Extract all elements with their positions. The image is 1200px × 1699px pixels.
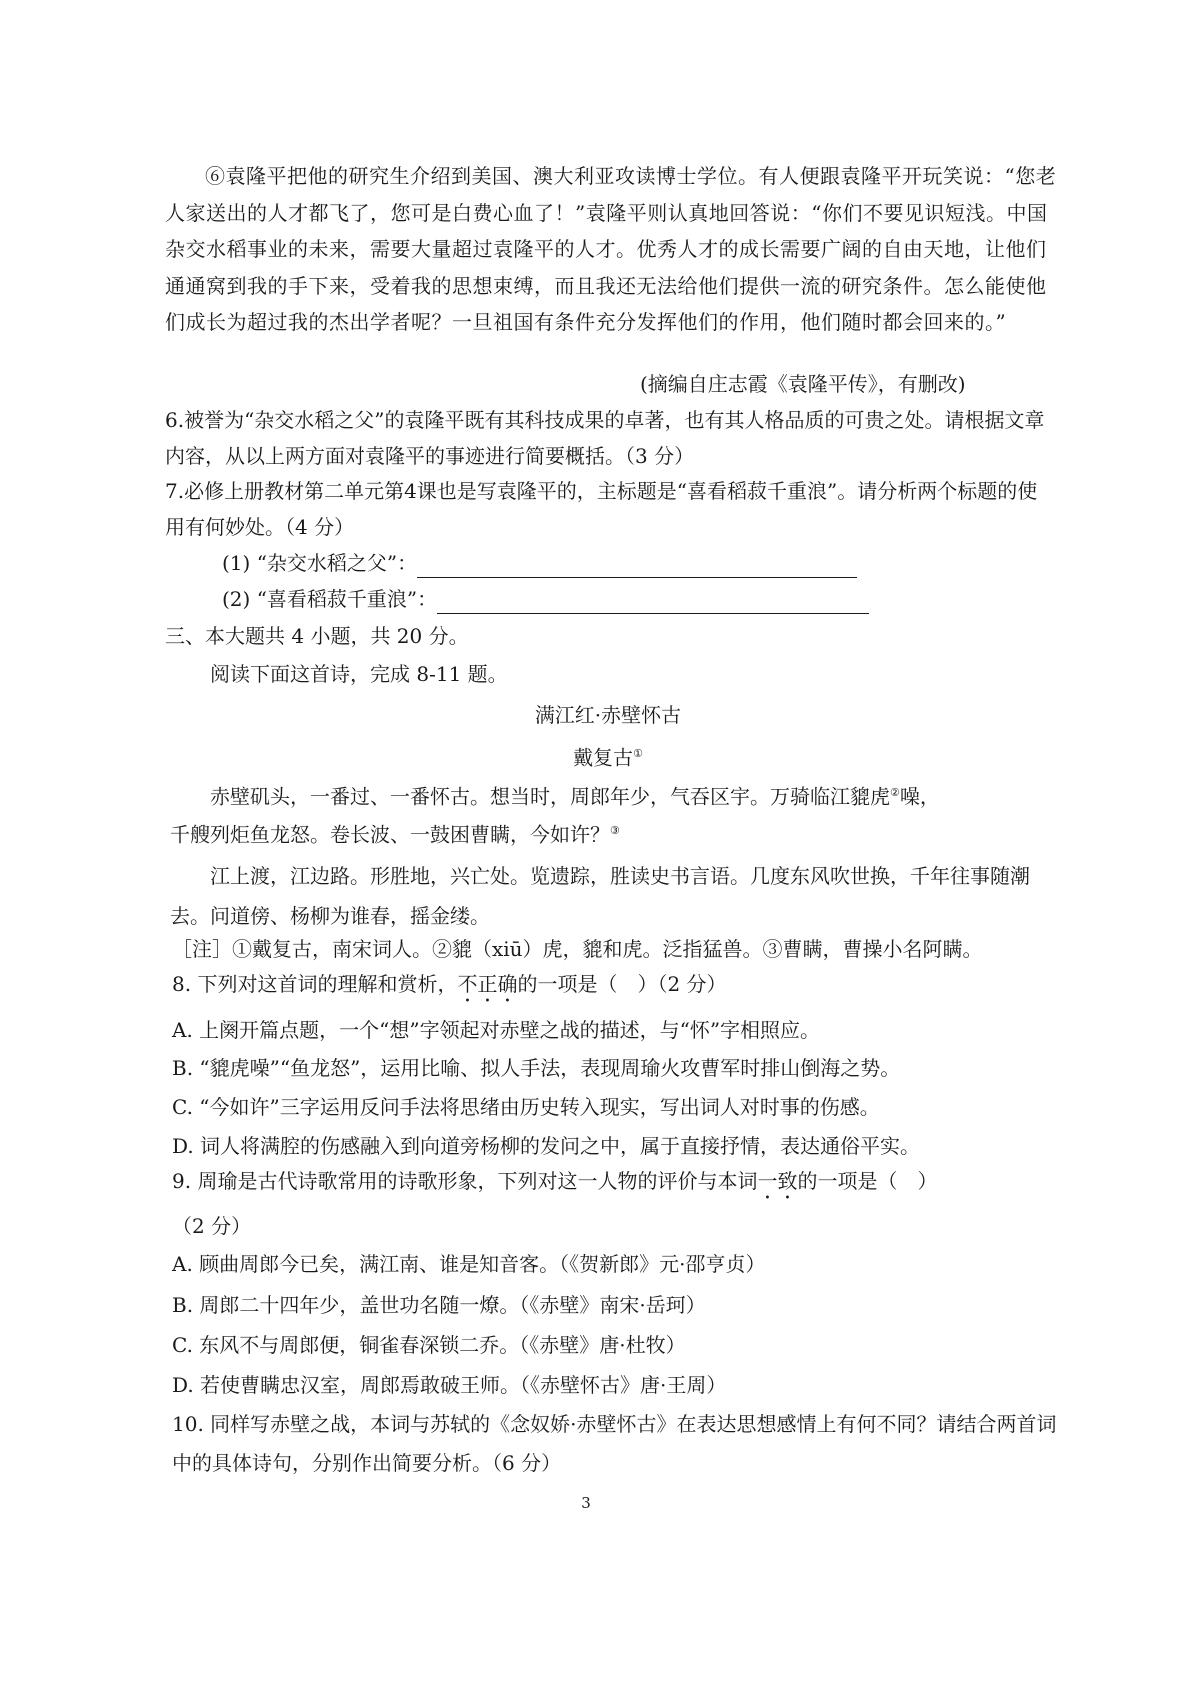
page-number: 3 [581,1494,591,1512]
poem-title: 满江红·赤壁怀古 [534,703,682,727]
question-9-option-c[interactable]: C. 东风不与周郎便，铜雀春深锁二乔。（《赤壁》唐·杜牧） [172,1333,686,1357]
question-9-option-a[interactable]: A. 顾曲周郎今已矣，满江南、谁是知音客。（《贺新郎》元·邵亨贞） [172,1252,766,1276]
question-9 [172,1166,937,1204]
question-9-emphasis: 一致 [757,1169,798,1193]
poem-author-note-marker: ① [633,747,643,760]
question-8-option-c[interactable]: C. “今如许”三字运用反问手法将思绪由历史转入现实，写出词人对时事的伤感。 [172,1095,880,1119]
question-9-stem-b: 的一项是（ ） [797,1169,938,1193]
poem-author-name: 戴复古 [573,745,634,770]
question-9-stem-a: 9. 周瑜是古代诗歌常用的诗歌形象，下列对这一人物的评价与本词 [172,1169,758,1193]
poem-stanza-1-text-b: 噪， [899,784,940,809]
question-8-emphasis: 不正确 [457,972,518,996]
question-7: 7.必修上册教材第二单元第4课也是写袁隆平的，主标题是“喜看稻菽千重浪”。请分析两个标题的使用有何妙处。（4 分） [165,479,1038,539]
question-8-option-a[interactable]: A. 上阕开篇点题，一个“想”字领起对赤壁之战的描述，与“怀”字相照应。 [172,1018,821,1042]
poem-stanza-1-text-a: 赤壁矶头，一番过、一番怀古。想当时，周郎年少，气吞区宇。万骑临江貔虎 [210,784,890,809]
answer-line-7-1[interactable] [417,555,857,578]
poem-note-2-marker: ② [890,786,900,799]
poem-author [8,739,1200,773]
poem-stanza-1-line-2 [170,816,620,850]
poem-stanza-2: 江上渡，江边路。形胜地，兴亡处。览遗踪，胜读史书言语。几度东风吹世换，千年往事随潮去。问道傍、杨柳为谁春，摇金缕。 [170,864,1030,928]
question-8-stem-b: 的一项是（ ）（2 分） [517,972,727,996]
question-7-sub-2-label: (2) “喜看稻菽千重浪”： [222,587,438,611]
section-3-heading: 三、本大题共 4 小题，共 20 分。 [165,624,469,648]
question-8-stem-a: 8. 下列对这首词的理解和赏析， [172,972,458,996]
question-10: 10. 同样写赤壁之战，本词与苏轼的《念奴娇·赤壁怀古》在表达思想感情上有何不同？请结合两首词中的具体诗句，分别作出简要分析。（6 分） [172,1412,1057,1475]
question-6: 6.被誉为“杂交水稻之父”的袁隆平既有其科技成果的卓著，也有其人格品质的可贵之处。请根据文章内容，从以上两方面对袁隆平的事迹进行简要概括。（3 分） [165,408,1045,468]
question-9-option-b[interactable]: B. 周郎二十四年少，盖世功名随一燎。（《赤壁》南宋·岳珂） [172,1293,706,1317]
passage-paragraph-6: ⑥袁隆平把他的研究生介绍到美国、澳大利亚攻读博士学位。有人便跟袁隆平开玩笑说：“您老人家送出的人才都飞了，您可是白费心血了！”袁隆平则认真地回答说：“你们不要见识短浅。中国杂交水稻事业的未来，需要大量超过袁隆平的人才。优秀人才的成长需要广阔的自由天地，让他们通通窝到我的手下来，受着我的思想束缚，而且我还无法给他们提供一流的研究条件。怎么能使他们成长为超过我的杰出学者呢？一旦祖国有条件充分发挥他们的作用，他们随时都会回来的。” [165,164,1057,334]
passage-source: (摘编自庄志霞《袁隆平传》，有删改) [640,372,966,396]
section-3-instruction: 阅读下面这首诗，完成 8-11 题。 [210,662,508,686]
question-8-option-d[interactable]: D. 词人将满腔的伤感融入到向道旁杨柳的发问之中，属于直接抒情，表达通俗平实。 [172,1134,921,1158]
question-7-sub-2 [222,584,869,614]
poem-stanza-1-line-1 [210,778,940,812]
poem-notes: ［注］①戴复古，南宋词人。②貔（xiū）虎，貔和虎。泛指猛兽。③曹瞒，曹操小名阿瞒。 [172,937,983,961]
question-7-sub-1-label: (1) “杂交水稻之父”： [222,551,418,575]
answer-line-7-2[interactable] [437,591,869,614]
question-9-option-d[interactable]: D. 若使曹瞒忠汉室，周郎焉敢破王师。（《赤壁怀古》唐·王周） [172,1373,727,1397]
poem-stanza-1-text-c: 千艘列炬鱼龙怒。卷长波、一鼓困曹瞒，今如许？ [170,822,610,847]
question-8-option-b[interactable]: B. “貔虎噪”“鱼龙怒”，运用比喻、拟人手法，表现周瑜火攻曹军时排山倒海之势。 [172,1056,901,1080]
question-9-score: （2 分） [172,1214,252,1238]
question-7-sub-1 [222,548,857,578]
question-8 [172,969,727,1007]
poem-note-3-marker: ③ [610,824,620,837]
